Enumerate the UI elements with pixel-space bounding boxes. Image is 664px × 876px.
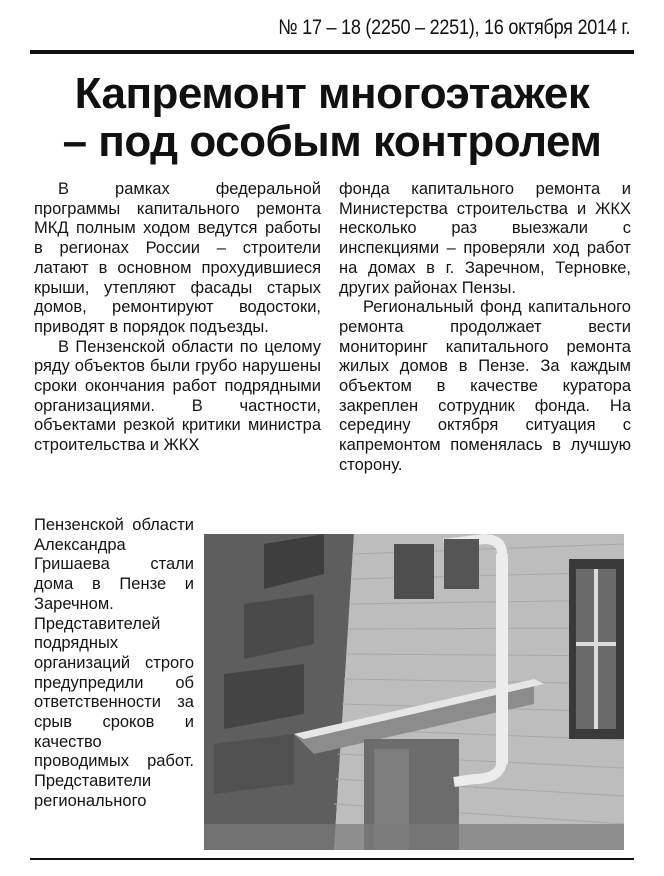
paragraph-2-start: В Пензенской области по целому ряду объектов были грубо нарушены сроки окончания работ подрядными организациями. В частности, объектами резкой критики министра строительства и ЖКХ [34, 337, 321, 455]
footer-divider [30, 858, 634, 860]
paragraph-1: В рамках федеральной программы капитального ремонта МКД полным ходом ведутся работы в регионах России – строители латают в основном прохудившиеся крыши, утепляют фасады старых домов, ремонтируют водостоки, приводят в порядок подъезды. [34, 180, 321, 336]
paragraph-3: Региональный фонд капитального ремонта продолжает вести мониторинг капитального ремонта жилых домов в Пензе. За каждым объектом в качестве куратора закреплен сотрудник фонда. На середину октября ситуация с капремонтом поменялась в лучшую сторону. [339, 298, 631, 474]
paragraph-2-wrap: Пензенской области Александра Гришаева стали дома в Пензе и Заречном. Представителей подрядных организаций строго предупредили об ответственности за срыв сроков и качество проводимых работ. Представители регионального [34, 516, 194, 810]
article-headline [30, 70, 634, 166]
paragraph-2-continued: фонда капитального ремонта и Министерства строительства и ЖКХ несколько раз выезжали с инспекциями – проверяли ход работ на домах в г. Заречном, Терновке, других районах Пензы. [339, 180, 631, 297]
article-column-left-narrow [34, 516, 194, 812]
article-column-right [339, 180, 631, 476]
headline-line-2: – под особым контролем [62, 117, 602, 166]
headline-line-1: Капремонт многоэтажек [74, 69, 590, 118]
issue-date-line: № 17 – 18 (2250 – 2251), 16 октября 2014 г. [278, 16, 630, 39]
header-divider [30, 50, 634, 54]
article-column-left [34, 180, 321, 456]
building-facade-photo [204, 534, 624, 850]
